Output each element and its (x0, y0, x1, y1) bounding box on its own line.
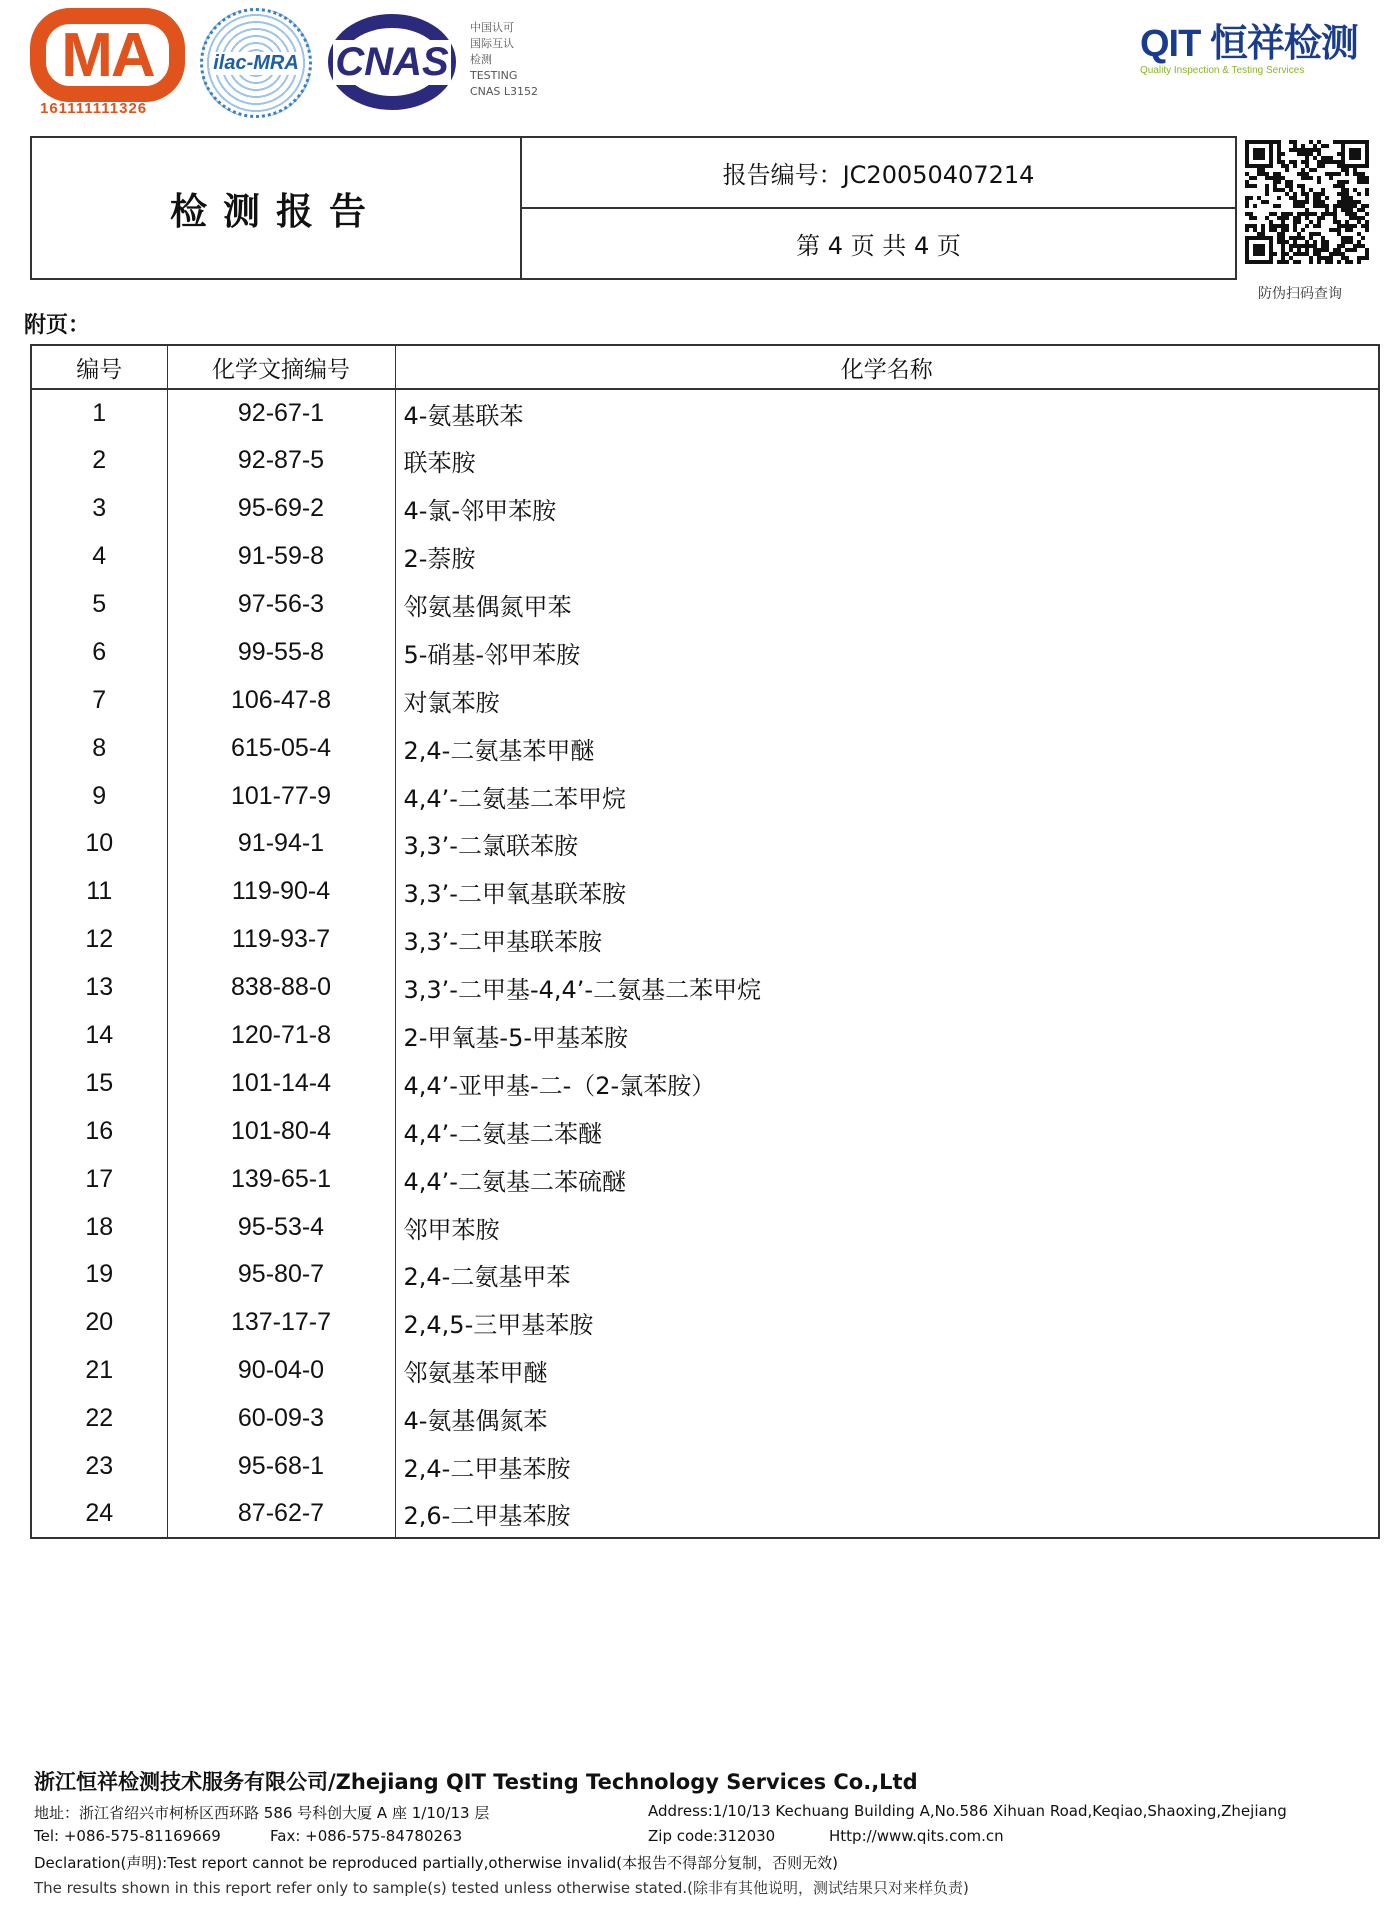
cas-number: 97-56-3 (167, 581, 395, 629)
cma-logo: MA (30, 8, 185, 102)
row-number: 2 (31, 437, 167, 485)
row-number: 24 (31, 1490, 167, 1538)
chemical-name: 5-硝基-邻甲苯胺 (395, 628, 1379, 676)
table-row (31, 437, 1379, 485)
cas-number: 119-93-7 (167, 916, 395, 964)
chemical-name: 3,3’-二甲氧基联苯胺 (395, 868, 1379, 916)
cas-number: 120-71-8 (167, 1012, 395, 1060)
results-note: The results shown in this report refer only to sample(s) tested unless otherwise stated.(除非有其他说明，测试结果只对来样负责) (34, 1879, 969, 1897)
cnas-caption: 中国认可 国际互认 检测 TESTING CNAS L3152 (470, 21, 539, 98)
row-number: 1 (31, 389, 167, 437)
website-link[interactable]: Http://www.qits.com.cn (829, 1827, 1004, 1845)
cas-number: 60-09-3 (167, 1395, 395, 1443)
cas-number: 106-47-8 (167, 676, 395, 724)
cas-number: 615-05-4 (167, 724, 395, 772)
chemical-name: 邻氨基偶氮甲苯 (395, 581, 1379, 629)
page-info: 第 4 页 共 4 页 (796, 232, 961, 260)
cas-number: 137-17-7 (167, 1299, 395, 1347)
cas-number: 119-90-4 (167, 868, 395, 916)
chemical-name: 4-氨基偶氮苯 (395, 1395, 1379, 1443)
cas-number: 101-80-4 (167, 1107, 395, 1155)
address-cn: 地址：浙江省绍兴市柯桥区西环路 586 号科创大厦 A 座 1/10/13 层 (34, 1804, 490, 1822)
chemical-name: 4,4’-二氨基二苯硫醚 (395, 1155, 1379, 1203)
row-number: 5 (31, 581, 167, 629)
fax: Fax: +086-575-84780263 (270, 1827, 463, 1845)
table-row (31, 1299, 1379, 1347)
cas-number: 95-80-7 (167, 1251, 395, 1299)
table-row (31, 676, 1379, 724)
row-number: 16 (31, 1107, 167, 1155)
chemical-table (30, 344, 1380, 1539)
appendix-label: 附页： (24, 313, 91, 338)
report-header (30, 136, 1237, 280)
row-number: 12 (31, 916, 167, 964)
report-number: 报告编号：JC20050407214 (522, 138, 1235, 209)
address-en: Address:1/10/13 Kechuang Building A,No.586 Xihuan Road,Keqiao,Shaoxing,Zhejiang (648, 1802, 1287, 1820)
chemical-name: 邻甲苯胺 (395, 1203, 1379, 1251)
cas-number: 91-59-8 (167, 533, 395, 581)
chemical-name: 4,4’-二氨基二苯甲烷 (395, 772, 1379, 820)
row-number: 18 (31, 1203, 167, 1251)
col-header-no: 编号 (31, 345, 167, 389)
row-number: 22 (31, 1395, 167, 1443)
cas-number: 101-14-4 (167, 1059, 395, 1107)
chemical-name: 2,4-二氨基苯甲醚 (395, 724, 1379, 772)
row-number: 3 (31, 485, 167, 533)
row-number: 8 (31, 724, 167, 772)
chemical-name: 4,4’-二氨基二苯醚 (395, 1107, 1379, 1155)
cas-number: 99-55-8 (167, 628, 395, 676)
row-number: 23 (31, 1443, 167, 1491)
chemical-name: 对氯苯胺 (395, 676, 1379, 724)
table-row (31, 533, 1379, 581)
chemical-name: 3,3’-二氯联苯胺 (395, 820, 1379, 868)
table-row (31, 1203, 1379, 1251)
table-row (31, 820, 1379, 868)
chemical-name: 2,4,5-三甲基苯胺 (395, 1299, 1379, 1347)
row-number: 21 (31, 1347, 167, 1395)
chemical-name: 4-氯-邻甲苯胺 (395, 485, 1379, 533)
row-number: 7 (31, 676, 167, 724)
cma-number: 161111111326 (40, 100, 148, 117)
declaration: Declaration(声明):Test report cannot be reproduced partially,otherwise invalid(本报告不得部分复制，否则无效) (34, 1854, 838, 1872)
row-number: 14 (31, 1012, 167, 1060)
table-row (31, 485, 1379, 533)
row-number: 9 (31, 772, 167, 820)
chemical-name: 邻氨基苯甲醚 (395, 1347, 1379, 1395)
chemical-name: 2,4-二氨基甲苯 (395, 1251, 1379, 1299)
table-row (31, 724, 1379, 772)
cas-number: 95-69-2 (167, 485, 395, 533)
qr-module (1365, 260, 1369, 264)
row-number: 6 (31, 628, 167, 676)
cas-number: 838-88-0 (167, 964, 395, 1012)
ilac-mra-logo: ilac-MRA (200, 8, 312, 118)
table-row (31, 1490, 1379, 1538)
row-number: 11 (31, 868, 167, 916)
table-row (31, 1107, 1379, 1155)
col-header-name: 化学名称 (395, 345, 1379, 389)
chemical-name: 4,4’-亚甲基-二-（2-氯苯胺） (395, 1059, 1379, 1107)
table-row (31, 628, 1379, 676)
table-row (31, 1347, 1379, 1395)
qr-code[interactable] (1245, 140, 1369, 264)
chemical-name: 3,3’-二甲基联苯胺 (395, 916, 1379, 964)
table-row (31, 1059, 1379, 1107)
qr-caption: 防伪扫码查询 (1258, 286, 1342, 302)
table-row (31, 1012, 1379, 1060)
table-row (31, 916, 1379, 964)
table-row (31, 868, 1379, 916)
row-number: 15 (31, 1059, 167, 1107)
cas-number: 90-04-0 (167, 1347, 395, 1395)
row-number: 10 (31, 820, 167, 868)
table-row (31, 1155, 1379, 1203)
table-row (31, 581, 1379, 629)
cas-number: 92-87-5 (167, 437, 395, 485)
table-row (31, 1251, 1379, 1299)
row-number: 17 (31, 1155, 167, 1203)
chemical-name: 2-甲氧基-5-甲基苯胺 (395, 1012, 1379, 1060)
chemical-name: 2,6-二甲基苯胺 (395, 1490, 1379, 1538)
chemical-name: 2,4-二甲基苯胺 (395, 1443, 1379, 1491)
cas-number: 87-62-7 (167, 1490, 395, 1538)
table-row (31, 964, 1379, 1012)
chemical-name: 4-氨基联苯 (395, 389, 1379, 437)
row-number: 4 (31, 533, 167, 581)
row-number: 13 (31, 964, 167, 1012)
row-number: 19 (31, 1251, 167, 1299)
table-row (31, 772, 1379, 820)
footer (34, 1766, 1374, 1902)
chemical-name: 联苯胺 (395, 437, 1379, 485)
company-name: 浙江恒祥检测技术服务有限公司/Zhejiang QIT Testing Technology Services Co.,Ltd (34, 1770, 918, 1794)
cas-number: 91-94-1 (167, 820, 395, 868)
qit-logo: QIT 恒祥检测 Quality Inspection & Testing Services (1140, 23, 1358, 76)
zip-code: Zip code:312030 (648, 1827, 776, 1845)
cas-number: 101-77-9 (167, 772, 395, 820)
cas-number: 139-65-1 (167, 1155, 395, 1203)
cas-number: 95-68-1 (167, 1443, 395, 1491)
table-row (31, 1443, 1379, 1491)
cas-number: 95-53-4 (167, 1203, 395, 1251)
table-row (31, 389, 1379, 437)
chemical-name: 2-萘胺 (395, 533, 1379, 581)
table-row (31, 1395, 1379, 1443)
tel: Tel: +086-575-81169669 (34, 1827, 221, 1845)
report-title: 检测报告 (32, 138, 522, 278)
chemical-name: 3,3’-二甲基-4,4’-二氨基二苯甲烷 (395, 964, 1379, 1012)
cnas-logo: CNAS (328, 14, 456, 110)
row-number: 20 (31, 1299, 167, 1347)
cas-number: 92-67-1 (167, 389, 395, 437)
col-header-cas: 化学文摘编号 (167, 345, 395, 389)
